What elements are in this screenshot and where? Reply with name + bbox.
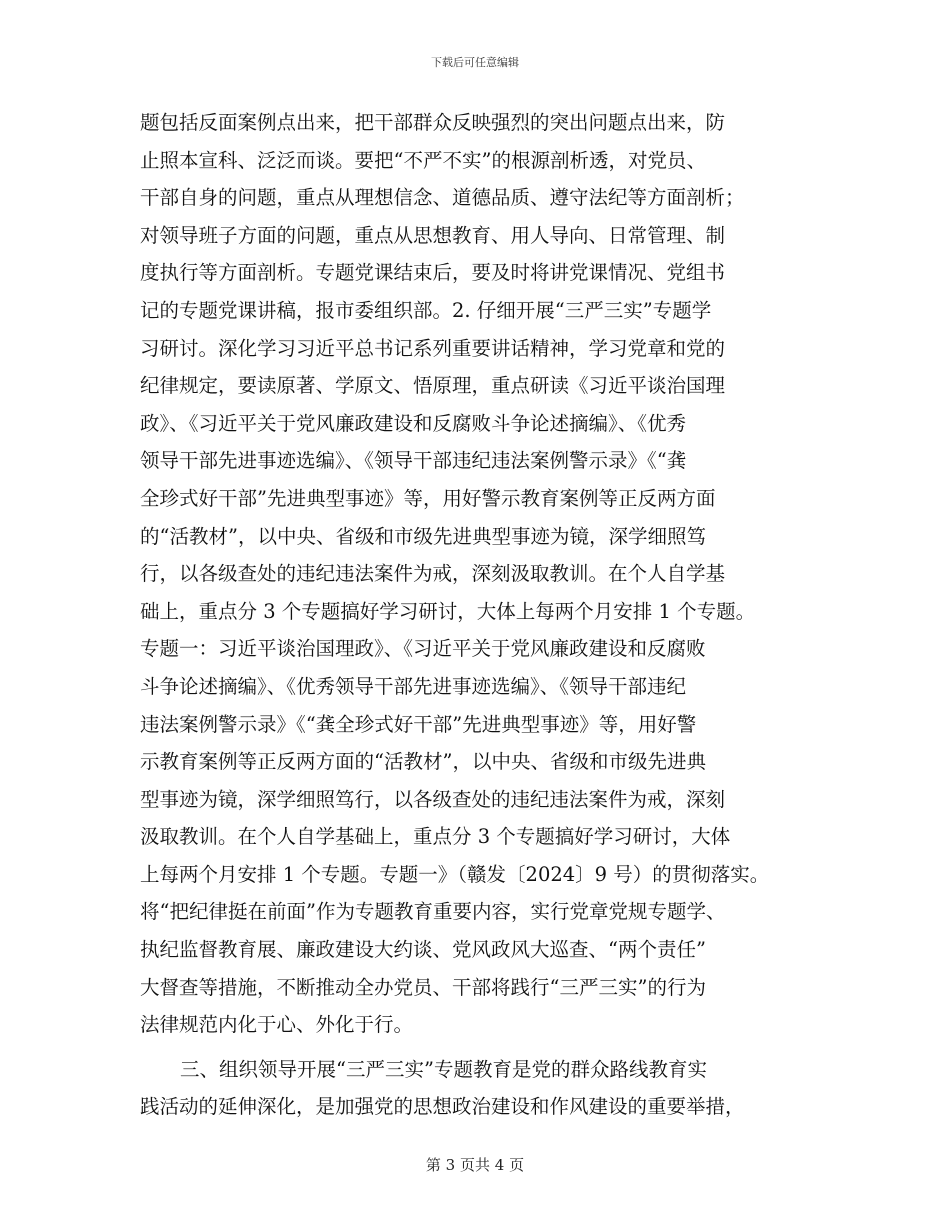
text-line: 础上，重点分 3 个专题搞好学习研讨，大体上每两个月安排 1 个专题。 [140,599,756,623]
text-line: 度执行等方面剖析。专题党课结束后，要及时将讲党课情况、党组书 [140,261,726,285]
text-line: 领导干部先进事迹选编》、《领导干部违纪违法案例警示录》《“龚 [140,449,687,473]
text-line: 题包括反面案例点出来，把干部群众反映强烈的突出问题点出来，防 [140,111,726,134]
text-line: 干部自身的问题，重点从理想信念、道德品质、遵守法纪等方面剖析； [140,186,745,210]
text-line: 记的专题党课讲稿，报市委组织部。2. 仔细开展“三严三实”专题学 [140,298,712,322]
page-header: 下载后可任意编辑 [431,56,519,69]
text-line: 的“活教材”，以中央、省级和市级先进典型事迹为镜，深学细照笃 [140,524,706,548]
paragraph-spacer [140,1044,830,1051]
text-line: 违法案例警示录》《“龚全珍式好干部”先进典型事迹》等，用好警 [140,712,697,736]
text-line: 将“把纪律挺在前面”作为专题教育重要内容，实行党章党规专题学、 [140,900,726,924]
text-line: 纪律规定，要读原著、学原文、悟原理，重点研读《习近平谈治国理 [140,374,726,398]
text-line: 专题一：习近平谈治国理政》、《习近平关于党风廉政建设和反腐败 [140,637,706,661]
paragraph-2 [140,1051,830,1126]
text-line: 斗争论述摘编》、《优秀领导干部先进事迹选编》、《领导干部违纪 [140,674,687,698]
text-line: 大督查等措施，不断推动全办党员、干部将践行“三严三实”的行为 [140,975,706,999]
text-line: 法律规范内化于心、外化于行。 [140,1013,414,1037]
text-line: 止照本宣科、泛泛而谈。要把“不严不实”的根源剖析透，对党员、 [140,148,706,172]
text-line: 型事迹为镜，深学细照笃行，以各级查处的违纪违法案件为戒，深刻 [140,787,726,811]
text-line: 政》、《习近平关于党风廉政建设和反腐败斗争论述摘编》、《优秀 [140,411,687,435]
text-line: 示教育案例等正反两方面的“活教材”，以中央、省级和市级先进典 [140,750,706,774]
text-line: 习研讨。深化学习习近平总书记系列重要讲话精神，学习党章和党的 [140,336,726,360]
text-line: 行，以各级查处的违纪违法案件为戒，深刻汲取教训。在个人自学基 [140,562,726,586]
text-line: 践活动的延伸深化，是加强党的思想政治建设和作风建设的重要举措， [140,1095,745,1119]
text-line: 上每两个月安排 1 个专题。专题一》（赣发〔2024〕9 号）的贯彻落实。 [140,862,770,886]
text-line: 三、组织领导开展“三严三实”专题教育是党的群众路线教育实 [180,1057,707,1081]
text-line: 对领导班子方面的问题，重点从思想教育、用人导向、日常管理、制 [140,223,726,247]
paragraph-1 [140,104,830,1044]
text-line: 全珍式好干部”先进典型事迹》等，用好警示教育案例等正反两方面 [140,486,716,510]
text-line: 执纪监督教育展、廉政建设大约谈、党风政风大巡查、“两个责任” [140,938,706,962]
page-number-footer: 第 3 页共 4 页 [425,1156,525,1174]
document-body [140,104,830,1126]
text-line: 汲取教训。在个人自学基础上，重点分 3 个专题搞好学习研讨，大体 [140,825,731,849]
